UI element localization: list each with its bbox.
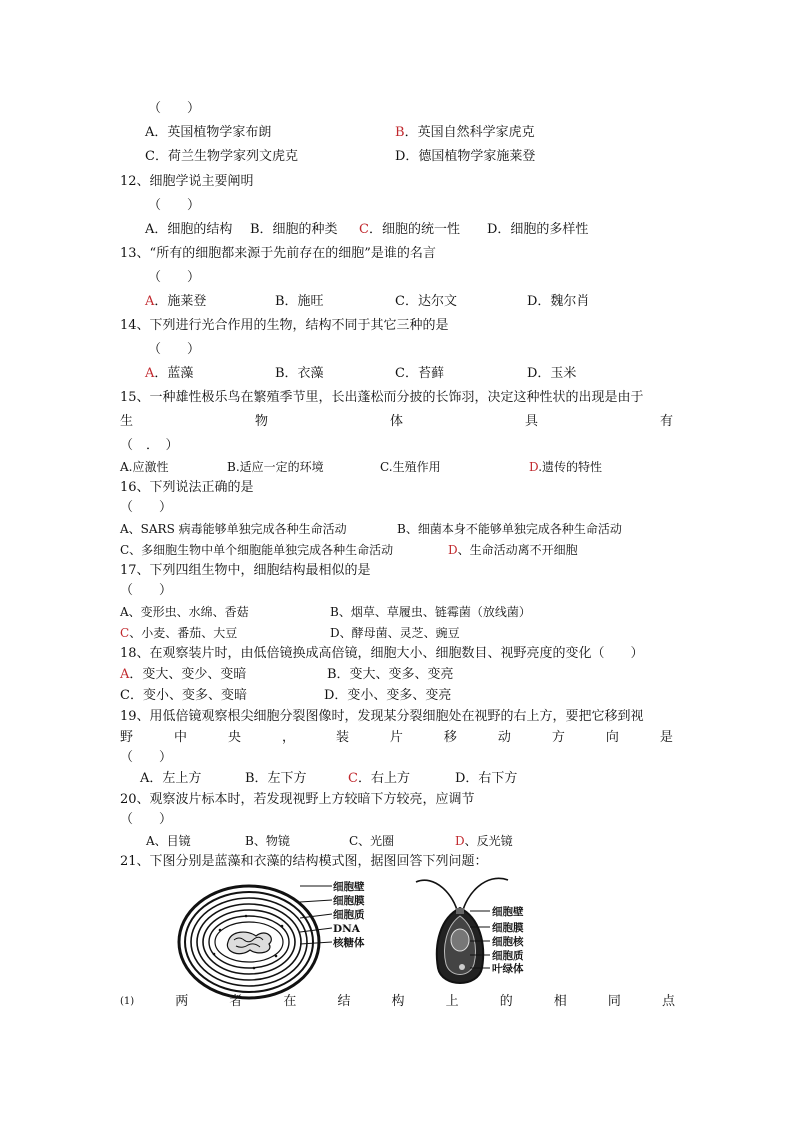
label-nucleus: 细胞核 [492,936,524,948]
q15-stem2-char: 有 [659,414,673,429]
q19-option-c-letter: C [348,771,358,786]
q19-option-b: B．左下方 [245,771,307,786]
q11-option-b [395,124,535,142]
q20-option-d-text: 、反光镜 [464,834,513,848]
q11-option-b-text: ．英国自然科学家虎克 [404,125,535,140]
q19-stem: 19、用低倍镜观察根尖细胞分裂图像时，发现某分裂细胞处在视野的右上方，要把它移到视 [120,709,644,724]
q16-option-d-text: 、生命活动离不开细胞 [457,543,578,557]
q17-option-c-text: 、小麦、番茄、大豆 [129,626,238,640]
q11-option-b-letter: B [395,125,405,140]
q14-option-d: D．玉米 [527,366,577,381]
q21-sub1-char: 相 [553,994,567,1009]
q12-stem: 12、细胞学说主要阐明 [120,174,254,189]
q20-stem: 20、观察波片标本时，若发现视野上方较暗下方较亮，应调节 [120,792,475,807]
q18-option-c: C．变小、变多、变暗 [120,688,247,703]
q14-option-b: B．衣藻 [275,366,324,381]
label-cell-membrane-2: 细胞膜 [492,922,524,934]
q13-option-a-letter: A [145,294,155,309]
q19-option-d: D．右下方 [455,771,518,786]
q21-stem: 21、下图分别是蓝藻和衣藻的结构模式图，据图回答下列问题： [120,854,488,869]
q20-paren: （ ） [120,812,173,827]
q14-option-c: C．苔藓 [395,366,444,381]
q17-paren: （ ） [120,583,173,598]
q19-stem2-char: 野 [120,730,134,745]
q19-stem2-char: 动 [497,730,511,745]
q21-sub1-char: 构 [391,994,405,1009]
q21-sub1-char: 结 [337,994,351,1009]
q18-option-a-text: ．变大、变少、变暗 [129,667,247,682]
q15-stem2-char: 物 [254,414,268,429]
q15-option-c: C.生殖作用 [380,460,441,474]
q18-option-b: B．变大、变多、变亮 [327,667,454,682]
q19-stem2-char: 方 [551,730,565,745]
q15-option-d-letter: D [529,460,539,474]
q14-option-a-letter: A [145,366,155,381]
q19-stem2-char: 向 [605,730,619,745]
q13-option-d: D．魏尔肖 [527,294,590,309]
q13-paren: （ ） [148,270,201,285]
q16-option-c: C、多细胞生物中单个细胞能单独完成各种生命活动 [120,543,394,557]
q19-option-c [348,770,410,788]
q20-option-d [455,832,513,850]
q19-stem2-char: 是 [659,730,673,745]
q18-stem: 18、在观察装片时，由低倍镜换成高倍镜，细胞大小、细胞数目、视野亮度的变化（ ） [120,646,644,661]
q15-paren: （ ． ） [120,438,179,453]
q16-option-b: B、细菌本身不能够单独完成各种生命活动 [397,522,622,536]
q15-option-d-text: .遗传的特性 [538,460,603,474]
label-cell-wall: 细胞壁 [333,881,365,893]
q13-stem: 13、“所有的细胞都来源于先前存在的细胞”是谁的名言 [120,246,436,261]
q11-option-a: A．英国植物学家布朗 [145,125,272,140]
q21-sub1-char: 者 [229,994,243,1009]
q19-paren: （ ） [120,750,173,765]
q21-sub1-number: (1) [120,996,135,1007]
q21-sub1-char: 上 [445,994,459,1009]
q18-option-d: D．变小、变多、变亮 [324,688,452,703]
q15-stem: 15、一种雄性极乐鸟在繁殖季节里，长出蓬松而分披的长饰羽，决定这种性状的出现是由于 [120,390,644,405]
q12-paren: （ ） [148,198,201,213]
q12-option-a: A．细胞的结构 [145,222,233,237]
q17-stem: 17、下列四组生物中，细胞结构最相似的是 [120,563,371,578]
q18-option-a [120,666,246,684]
label-cytoplasm: 细胞质 [333,909,365,921]
q13-option-c: C．达尔文 [395,294,457,309]
q19-stem2-char: 装 [335,730,349,745]
q14-stem: 14、下列进行光合作用的生物，结构不同于其它三种的是 [120,318,449,333]
q15-stem-line2 [120,413,673,431]
q17-option-c [120,624,237,642]
chlamydomonas-leader-lines [470,905,490,975]
q11-paren: （ ） [148,101,201,116]
q17-option-b: B、烟草、草履虫、链霉菌（放线菌） [330,605,531,619]
q19-option-a: A．左上方 [140,771,202,786]
q13-option-a [145,293,206,311]
label-chloroplast: 叶绿体 [492,963,524,975]
q18-option-a-letter: A [120,667,130,682]
q19-stem2-char: 央 [227,730,241,745]
q12-option-b: B．细胞的种类 [250,222,338,237]
q16-paren: （ ） [120,500,173,515]
q12-option-c-text: ．细胞的统一性 [368,222,460,237]
q16-option-d-letter: D [448,543,458,557]
q12-option-c [359,221,460,239]
q20-option-b: B、物镜 [245,834,290,848]
q20-option-a: A、目镜 [146,834,191,848]
q15-stem2-char: 具 [524,414,538,429]
q21-sub1 [120,993,675,1011]
q19-stem2-char: 移 [443,730,457,745]
q17-option-d: D、酵母菌、灵芝、豌豆 [330,626,460,640]
q21-sub1-char: 点 [661,994,675,1009]
q19-stem-line2 [120,729,673,747]
q17-option-c-letter: C [120,626,130,640]
q11-option-c: C．荷兰生物学家列文虎克 [145,149,298,164]
q13-option-b: B．施旺 [275,294,324,309]
q17-option-a: A、变形虫、水绵、香菇 [120,605,249,619]
q15-option-a: A.应激性 [120,460,169,474]
q15-stem2-char: 生 [120,414,134,429]
q19-stem2-char: 中 [173,730,187,745]
q21-sub1-char: 同 [607,994,621,1009]
q19-stem2-char: ， [281,730,295,745]
q16-option-a: A、SARS 病毒能够单独完成各种生命活动 [120,522,347,536]
q12-option-d: D．细胞的多样性 [487,222,589,237]
label-cell-wall-2: 细胞壁 [492,906,524,918]
label-ribosome: 核糖体 [333,937,365,949]
q21-sub1-char: 两 [175,994,189,1009]
q14-paren: （ ） [148,342,201,357]
q21-sub1-char: 的 [499,994,513,1009]
q19-option-c-text: ．右上方 [357,771,410,786]
q14-option-a-text: ．蓝藻 [154,366,194,381]
q15-option-b: B.适应一定的环境 [227,460,324,474]
q15-option-d [529,458,602,476]
q19-stem2-char: 片 [389,730,403,745]
q21-sub1-char: 在 [283,994,297,1009]
q12-option-c-letter: C [359,222,369,237]
q15-stem2-char: 体 [389,414,403,429]
q13-option-a-text: ．施莱登 [154,294,207,309]
label-cell-membrane: 细胞膜 [333,895,365,907]
q14-option-a [145,365,193,383]
label-cytoplasm-2: 细胞质 [492,950,524,962]
q11-option-d: D．德国植物学家施莱登 [395,149,536,164]
label-dna: DNA [333,923,360,935]
q16-option-d [448,541,578,559]
q20-option-c: C、光圈 [349,834,395,848]
q16-stem: 16、下列说法正确的是 [120,480,254,495]
q20-option-d-letter: D [455,834,465,848]
